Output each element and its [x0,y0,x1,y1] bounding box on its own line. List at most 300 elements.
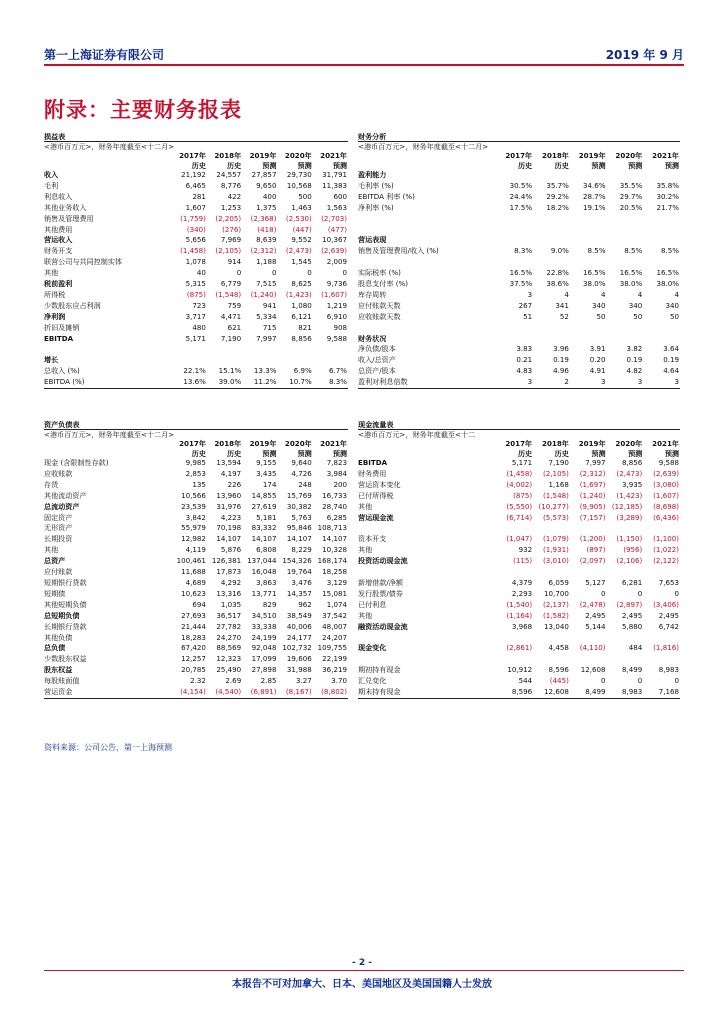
row-value: 341 [555,300,569,310]
row-value: (1,240) [250,289,277,299]
row-label: 股息支付率 (%) [358,279,408,289]
row-label: 销售及管理费用/收入 (%) [358,246,439,256]
row-value: (3,406) [653,599,679,609]
row-value: 21,444 [181,621,206,631]
row-value [533,523,570,534]
row-label: 毛利 [44,180,59,190]
row-label: 折旧及摊销 [44,322,80,332]
row-label: 新增借款/净额 [358,577,403,587]
row-value [570,334,607,345]
row-label: 应付账款天数 [358,300,401,310]
row-value: (477) [327,224,347,234]
header-spacer [358,439,496,449]
row-value: 24,557 [216,170,242,179]
row-label: 盈利能力 [358,170,387,179]
row-value: 0.20 [589,355,606,365]
table-row [44,366,348,377]
row-label: 无形资产 [44,523,73,533]
row-label: 财务状况 [358,333,387,343]
row-value [643,654,680,665]
row-value: 3,968 [511,621,533,631]
row-value: 0 [271,268,277,278]
row-value [172,355,207,366]
row-label: 总流动资产 [44,501,80,511]
row-value: 27,693 [181,610,206,620]
row-value: 0.21 [516,355,533,365]
table-row [358,654,680,665]
section-title: 损益表 [44,132,66,141]
row-value: 9,588 [326,333,347,343]
row-label: 总资产/股本 [358,366,396,376]
row-value: 3.91 [589,344,606,354]
row-value: 8,229 [291,545,312,555]
row-value: (6,436) [653,512,679,522]
row-value: (10,277) [538,501,569,511]
row-value: 5,171 [511,458,533,467]
row-label: 其他 [358,610,373,620]
row-value [570,323,607,334]
row-value: (340) [186,224,206,234]
row-value [643,323,680,334]
row-value: 51 [523,311,533,321]
financial-analysis [358,132,680,389]
year-header: 2021年 [652,439,679,448]
row-value: 21,192 [181,170,206,179]
row-value [643,567,680,578]
row-label: 其他流动资产 [44,490,87,500]
row-value: 6,808 [256,545,277,555]
row-value: (6,714) [506,512,533,522]
row-value [172,345,207,356]
row-value: (1,931) [543,545,569,555]
row-value: 4 [674,289,679,299]
row-value: 12,982 [181,534,206,544]
row-value: 621 [227,322,242,332]
row-value: (2,312) [579,468,606,478]
table-row [44,214,348,225]
row-value: 5,656 [185,235,206,245]
row-value: 10,367 [322,235,347,245]
year-header-row [44,151,348,161]
row-value [496,170,533,181]
row-value [643,632,680,643]
row-value [643,170,680,181]
row-label [44,345,172,356]
row-value [643,257,680,268]
row-value: 10,568 [286,180,312,190]
row-value [242,345,277,356]
row-value: 17,099 [251,654,277,664]
row-value: 27,782 [216,621,242,631]
row-value: 4 [637,289,643,299]
table-row [44,665,348,676]
row-label [358,225,496,236]
row-value: 34.6% [583,180,606,190]
row-value: 27,857 [251,170,277,179]
row-value: 600 [333,191,347,201]
row-value: 0 [674,588,679,598]
row-value [607,632,644,643]
row-value: 21.7% [656,202,679,212]
year-header: 2018年 [214,151,242,160]
income-statement [44,132,348,389]
row-value: 11,688 [181,567,206,577]
table-row [358,665,680,676]
row-value: 500 [298,191,312,201]
row-value: 4.91 [589,366,606,376]
row-value: 35.5% [619,180,643,190]
row-value: 932 [518,545,533,555]
row-value: 5,171 [185,333,206,343]
year-header: 2019年 [578,151,606,160]
year-header: 2017年 [505,439,533,448]
row-value: (1,759) [180,213,206,223]
row-label: EBITDA [44,333,74,343]
row-value: 6,285 [326,512,347,522]
row-value: 1,035 [220,599,242,609]
year-header: 2020年 [284,439,312,448]
row-value [533,235,570,246]
table-row [358,290,680,301]
row-label: 联营公司与共同控制实体 [44,257,123,267]
year-header: 2020年 [284,151,312,160]
table-row [358,491,680,502]
row-label: 营运资本变化 [358,479,401,489]
row-value: 154,326 [282,556,312,566]
page-title: 附录：主要财务报表 [44,98,242,122]
row-value: (1,100) [653,534,679,544]
table-row [358,279,680,290]
section-subtitle: <港币百万元>，财务年度截至<十二 [358,430,476,439]
table-row [358,225,680,236]
row-value: 100,461 [176,556,206,566]
row-value: 48,007 [322,621,347,631]
row-value: 13,040 [544,621,569,631]
row-label: 短期债 [44,588,66,598]
row-value: 7,997 [585,458,606,467]
row-label: 现金变化 [358,643,387,653]
row-value: 40 [196,268,206,278]
row-value: 3,842 [185,512,206,522]
year-header: 2020年 [615,439,643,448]
table-row [44,345,348,356]
table-row [358,567,680,578]
row-value: 19.1% [583,202,606,212]
row-value: 5,876 [220,545,242,555]
row-value: 31,976 [216,501,242,511]
row-value: 7,653 [658,577,679,587]
row-value: 3 [601,377,606,387]
table-row [358,246,680,257]
row-label: 毛利率 (%) [358,180,394,190]
row-value: 14,107 [251,534,277,544]
report-date: 2019 年 9 月 [605,48,684,62]
row-value [533,632,570,643]
row-value: 83,332 [251,523,277,533]
row-value: 12,323 [216,654,242,664]
table-row [44,654,348,665]
row-value [570,214,607,225]
row-label: 财务费用 [358,468,387,478]
row-value: 25,490 [216,665,242,675]
row-value: 3 [637,377,643,387]
row-value: 6,121 [291,311,312,321]
table-row [44,323,348,334]
row-value: 4.96 [553,366,569,376]
disclaimer: 本报告不可对加拿大、日本、美国地区及美国国籍人士发放 [232,979,492,990]
row-value: 16.5% [583,268,606,278]
data-table [44,439,348,698]
row-value: 29.2% [546,191,569,201]
table-row [44,334,348,345]
row-value: 13,594 [216,458,242,467]
row-value [607,567,644,578]
row-value: 8.3% [328,377,347,387]
row-value [570,654,607,665]
row-value: 14,855 [251,490,277,500]
row-value: (1,047) [506,534,533,544]
row-value: (2,639) [321,246,347,256]
row-value: 13.3% [253,366,277,376]
row-value [643,225,680,236]
row-label [358,632,496,643]
row-value: 29,730 [286,170,312,179]
data-table [358,151,680,388]
table-row [44,257,348,268]
data-table [358,439,680,698]
row-value: 10,700 [544,588,569,598]
year-header: 2020年 [615,151,643,160]
row-value: 20,785 [181,665,206,675]
row-value: 9,736 [326,279,347,289]
row-value [607,257,644,268]
row-value: 829 [262,599,277,609]
row-value [496,334,533,345]
data-table [44,151,348,388]
row-value: 8.5% [624,246,643,256]
table-row [44,469,348,480]
table-row [44,203,348,214]
row-value: 22.1% [183,366,206,376]
type-header-row [44,161,348,171]
table-row [358,545,680,556]
row-value: 5,334 [256,311,277,321]
row-value: 8,639 [256,235,277,245]
row-value: 6,910 [326,311,347,321]
row-value: 6,059 [548,577,569,587]
row-label: 其他费用 [44,224,73,234]
row-label: 融资活动现金流 [358,621,408,631]
year-header: 2019年 [249,151,277,160]
table-row [358,301,680,312]
year-header: 2021年 [320,151,347,160]
row-value: (1,164) [506,610,533,620]
table-row [44,181,348,192]
row-value: (3,010) [543,556,569,566]
row-value: 137,044 [247,556,277,566]
header-spacer [44,151,172,161]
row-value [533,257,570,268]
row-value: 135 [192,479,206,489]
table-row [358,458,680,469]
row-value: 5,144 [585,621,606,631]
table-row [358,556,680,567]
row-label: 营运收入 [44,235,73,245]
cash-flow-statement [358,420,680,699]
row-value: (8,802) [321,687,347,697]
row-value: 9,588 [658,458,679,467]
table-row [358,268,680,279]
row-value: 281 [192,191,206,201]
row-value: 400 [262,191,277,201]
row-value: 3 [527,289,533,299]
row-value: (2,473) [285,246,312,256]
row-label: 资本开支 [358,534,387,544]
table-row [44,192,348,203]
row-value: 126,381 [211,556,242,566]
row-value: 8,983 [621,686,643,696]
row-value: (1,548) [543,490,569,500]
type-header: 历史 [554,448,569,458]
row-value: (2,473) [616,468,643,478]
row-value: 8,856 [291,333,312,343]
type-header-row [358,449,680,459]
row-value: 14,107 [322,534,347,544]
type-header: 预测 [591,160,606,170]
row-label: 期初持有现金 [358,665,401,675]
row-value: (2,530) [285,213,312,223]
row-value: 1,607 [185,202,206,212]
row-value: 941 [262,300,277,310]
row-value [570,632,607,643]
table-bottom-rule [44,388,348,389]
table-row [44,676,348,687]
row-value: (897) [586,545,606,555]
row-value: (2,368) [250,213,277,223]
row-value: 4,689 [185,577,206,587]
row-value: 4.64 [663,366,679,376]
row-label: 应付账款 [44,567,73,577]
row-value: 14,107 [216,534,242,544]
table-bottom-rule [358,388,680,389]
row-value: 24,207 [322,632,347,642]
row-value: (2,106) [616,556,643,566]
row-value: 38.0% [583,279,606,289]
row-value: 9,640 [291,458,312,467]
row-value: 14,107 [286,534,312,544]
row-value: (1,607) [321,289,347,299]
table-row [358,366,680,377]
row-value: 0.19 [663,355,679,365]
row-label: 已付利息 [358,599,387,609]
row-label: 净负债/股本 [358,344,396,354]
table-row [44,622,348,633]
row-value: 694 [192,599,206,609]
row-value [607,654,644,665]
row-value [607,214,644,225]
row-value: 50 [669,311,679,321]
row-label: 收入/总资产 [358,355,396,365]
row-value: 23,539 [181,501,206,511]
row-value: 16,048 [251,567,277,577]
row-label: 其他负债 [44,632,73,642]
row-label: 固定资产 [44,512,73,522]
year-header-row [358,439,680,449]
row-value: (4,154) [180,687,206,697]
row-value [643,235,680,246]
header-spacer [358,161,496,171]
row-value [242,355,277,366]
row-value: 8,499 [585,686,606,696]
row-value: 7,969 [220,235,242,245]
row-label: 长期投资 [44,534,73,544]
row-value: (1,240) [579,490,606,500]
row-value: 92,048 [251,643,277,653]
table-row [44,235,348,246]
row-value: 13.6% [183,377,206,387]
row-value: (2,205) [215,213,242,223]
table-bottom-rule [44,698,348,699]
row-value: 8.3% [514,246,533,256]
table-row [44,589,348,600]
row-value: 8.5% [660,246,679,256]
row-value: 3.82 [626,344,643,354]
row-value [496,323,533,334]
row-value: 28,740 [322,501,347,511]
table-row [358,181,680,192]
row-label [358,567,496,578]
table-row [44,290,348,301]
row-value: 50 [596,311,606,321]
row-value: 3.83 [516,344,533,354]
row-value: 33,338 [251,621,277,631]
row-label [358,257,496,268]
row-value: 37.5% [509,279,533,289]
table-row [44,246,348,257]
row-value: (6,891) [250,687,277,697]
row-value: 50 [633,311,643,321]
row-value: 38.6% [546,279,569,289]
row-value: 39.0% [218,377,242,387]
row-value: (1,607) [653,490,679,500]
row-label: 增长 [44,355,59,365]
row-value: 4,379 [511,577,533,587]
row-value: 55,979 [181,523,206,533]
row-value: 1,074 [326,599,347,609]
row-value [643,334,680,345]
row-value: 3 [674,377,679,387]
row-value: (1,200) [579,534,606,544]
row-value: 0 [601,588,606,598]
row-value: 31,791 [322,170,347,179]
row-value: 759 [227,300,242,310]
row-value: 8,625 [291,279,312,289]
table-row [44,502,348,513]
row-value: (1,150) [616,534,643,544]
table-row [44,377,348,388]
row-value: 3 [527,377,533,387]
row-label: 发行股票/债券 [358,588,403,598]
row-value: 2.85 [260,676,277,686]
row-value: 18,283 [181,632,206,642]
header-spacer [44,161,172,171]
row-value: 248 [298,479,312,489]
row-value [607,523,644,534]
row-value: 40,006 [286,621,312,631]
row-value: 1,080 [291,300,312,310]
row-value: (115) [513,556,533,566]
row-label: 其他业务收入 [44,202,87,212]
